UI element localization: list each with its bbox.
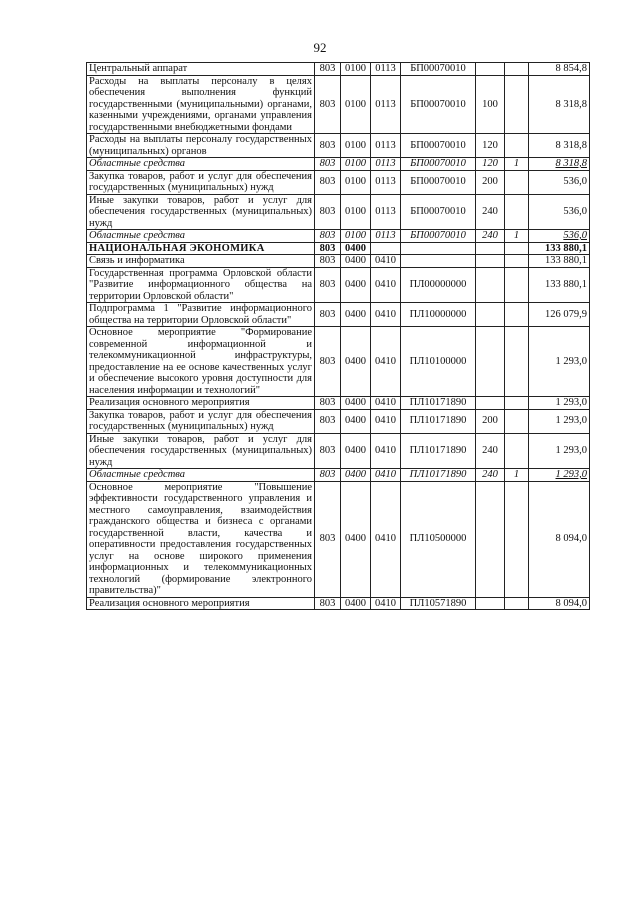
row-target-article: ПЛ10171890 <box>401 433 476 469</box>
row-funding-source <box>505 409 529 433</box>
row-expense-type: 120 <box>476 134 505 158</box>
row-expense-type: 240 <box>476 230 505 243</box>
row-section-code: 0400 <box>341 255 371 268</box>
row-subsection-code: 0410 <box>371 469 401 482</box>
row-funding-source <box>505 481 529 597</box>
row-funding-source <box>505 194 529 230</box>
row-expense-type <box>476 597 505 610</box>
table-row <box>87 242 590 255</box>
row-subsection-code: 0410 <box>371 397 401 410</box>
row-target-article: ПЛ00000000 <box>401 267 476 303</box>
row-section-code: 0400 <box>341 242 371 255</box>
row-funding-source <box>505 75 529 134</box>
row-section-code: 0400 <box>341 433 371 469</box>
row-grbs-code: 803 <box>315 469 341 482</box>
row-grbs-code: 803 <box>315 230 341 243</box>
row-grbs-code: 803 <box>315 409 341 433</box>
row-target-article: ПЛ10500000 <box>401 481 476 597</box>
row-amount: 8 094,0 <box>529 597 590 610</box>
row-target-article: БП00070010 <box>401 134 476 158</box>
row-amount: 1 293,0 <box>529 433 590 469</box>
row-description: Реализация основного мероприятия <box>87 597 315 610</box>
row-amount: 8 094,0 <box>529 481 590 597</box>
row-target-article <box>401 242 476 255</box>
row-description: Областные средства <box>87 158 315 171</box>
row-target-article: БП00070010 <box>401 194 476 230</box>
row-expense-type: 120 <box>476 158 505 171</box>
row-funding-source: 1 <box>505 469 529 482</box>
row-grbs-code: 803 <box>315 303 341 327</box>
row-expense-type <box>476 481 505 597</box>
table-row <box>87 481 590 597</box>
row-grbs-code: 803 <box>315 397 341 410</box>
row-target-article: ПЛ10000000 <box>401 303 476 327</box>
row-section-code: 0100 <box>341 194 371 230</box>
row-grbs-code: 803 <box>315 63 341 76</box>
row-grbs-code: 803 <box>315 170 341 194</box>
row-target-article: ПЛ10100000 <box>401 327 476 397</box>
row-description: Иные закупки товаров, работ и услуг для обеспечения государственных (муниципальных) нужд <box>87 194 315 230</box>
row-expense-type <box>476 242 505 255</box>
row-expense-type <box>476 327 505 397</box>
row-section-code: 0400 <box>341 267 371 303</box>
row-funding-source: 1 <box>505 230 529 243</box>
row-target-article: БП00070010 <box>401 170 476 194</box>
table-row <box>87 63 590 76</box>
row-grbs-code: 803 <box>315 433 341 469</box>
row-subsection-code: 0113 <box>371 170 401 194</box>
row-subsection-code: 0410 <box>371 409 401 433</box>
row-funding-source <box>505 267 529 303</box>
row-target-article <box>401 255 476 268</box>
row-expense-type <box>476 397 505 410</box>
row-funding-source <box>505 597 529 610</box>
table-row <box>87 469 590 482</box>
row-description: Областные средства <box>87 469 315 482</box>
table-row <box>87 409 590 433</box>
row-expense-type: 200 <box>476 170 505 194</box>
row-expense-type: 100 <box>476 75 505 134</box>
row-target-article: БП00070010 <box>401 63 476 76</box>
row-amount: 8 318,8 <box>529 158 590 171</box>
row-section-code: 0400 <box>341 597 371 610</box>
row-amount: 8 854,8 <box>529 63 590 76</box>
row-section-code: 0100 <box>341 158 371 171</box>
row-target-article: БП00070010 <box>401 75 476 134</box>
row-expense-type: 200 <box>476 409 505 433</box>
row-subsection-code: 0113 <box>371 134 401 158</box>
row-target-article: ПЛ10171890 <box>401 397 476 410</box>
row-funding-source <box>505 255 529 268</box>
row-description: Связь и информатика <box>87 255 315 268</box>
row-funding-source: 1 <box>505 158 529 171</box>
row-expense-type: 240 <box>476 469 505 482</box>
row-funding-source <box>505 397 529 410</box>
row-section-code: 0400 <box>341 327 371 397</box>
row-target-article: ПЛ10571890 <box>401 597 476 610</box>
row-amount: 133 880,1 <box>529 242 590 255</box>
row-expense-type <box>476 267 505 303</box>
row-grbs-code: 803 <box>315 597 341 610</box>
row-target-article: ПЛ10171890 <box>401 409 476 433</box>
row-subsection-code: 0113 <box>371 158 401 171</box>
row-grbs-code: 803 <box>315 267 341 303</box>
row-description: Основное мероприятие "Формирование современной информационной и телекоммуникационной инфраструктуры, предоставление на ее основе качественных услуг и обеспечение высокого уровня доступности для населения информации и технологий" <box>87 327 315 397</box>
row-amount: 133 880,1 <box>529 267 590 303</box>
row-funding-source <box>505 242 529 255</box>
table-row <box>87 303 590 327</box>
row-amount: 8 318,8 <box>529 75 590 134</box>
row-funding-source <box>505 433 529 469</box>
table-row <box>87 255 590 268</box>
row-expense-type: 240 <box>476 194 505 230</box>
row-grbs-code: 803 <box>315 327 341 397</box>
row-subsection-code: 0113 <box>371 63 401 76</box>
row-expense-type: 240 <box>476 433 505 469</box>
row-funding-source <box>505 134 529 158</box>
row-subsection-code: 0113 <box>371 75 401 134</box>
row-description: Расходы на выплаты персоналу в целях обеспечения выполнения функций государственными (муниципальными) органами, казенными учреждениями, органами управления государственными внебюджетными фондами <box>87 75 315 134</box>
row-description: Центральный аппарат <box>87 63 315 76</box>
row-expense-type <box>476 63 505 76</box>
row-description: Закупка товаров, работ и услуг для обеспечения государственных (муниципальных) нужд <box>87 409 315 433</box>
table-row <box>87 327 590 397</box>
row-section-code: 0400 <box>341 303 371 327</box>
row-grbs-code: 803 <box>315 75 341 134</box>
row-description: Реализация основного мероприятия <box>87 397 315 410</box>
row-subsection-code: 0410 <box>371 303 401 327</box>
row-expense-type <box>476 255 505 268</box>
table-row <box>87 267 590 303</box>
row-section-code: 0400 <box>341 409 371 433</box>
row-amount: 536,0 <box>529 170 590 194</box>
row-section-code: 0100 <box>341 170 371 194</box>
row-section-code: 0400 <box>341 397 371 410</box>
row-subsection-code: 0410 <box>371 267 401 303</box>
row-funding-source <box>505 303 529 327</box>
row-expense-type <box>476 303 505 327</box>
row-section-code: 0100 <box>341 134 371 158</box>
table-row <box>87 597 590 610</box>
row-amount: 1 293,0 <box>529 469 590 482</box>
row-grbs-code: 803 <box>315 481 341 597</box>
row-subsection-code: 0410 <box>371 255 401 268</box>
row-description: НАЦИОНАЛЬНАЯ ЭКОНОМИКА <box>87 242 315 255</box>
row-amount: 133 880,1 <box>529 255 590 268</box>
table-row <box>87 433 590 469</box>
row-subsection-code: 0410 <box>371 433 401 469</box>
row-funding-source <box>505 327 529 397</box>
row-grbs-code: 803 <box>315 255 341 268</box>
row-amount: 8 318,8 <box>529 134 590 158</box>
row-target-article: БП00070010 <box>401 158 476 171</box>
row-subsection-code: 0410 <box>371 597 401 610</box>
table-row <box>87 134 590 158</box>
row-description: Государственная программа Орловской области "Развитие информационного общества на территории Орловской области" <box>87 267 315 303</box>
row-description: Закупка товаров, работ и услуг для обеспечения государственных (муниципальных) нужд <box>87 170 315 194</box>
row-section-code: 0400 <box>341 469 371 482</box>
row-description: Подпрограмма 1 "Развитие информационного общества на территории Орловской области" <box>87 303 315 327</box>
row-subsection-code: 0113 <box>371 230 401 243</box>
page-number: 92 <box>313 40 327 55</box>
row-section-code: 0100 <box>341 75 371 134</box>
row-subsection-code: 0410 <box>371 481 401 597</box>
table-row <box>87 397 590 410</box>
row-section-code: 0100 <box>341 230 371 243</box>
row-description: Основное мероприятие "Повышение эффективности государственного управления и местного самоуправления, взаимодействия гражданского общества и бизнеса с органами государственной власти, качества и оперативности предоставления государственных услуг на основе широкого применения информационных и телекоммуникационных технологий (формирование электронного правительства)" <box>87 481 315 597</box>
table-row <box>87 75 590 134</box>
row-section-code: 0100 <box>341 63 371 76</box>
row-grbs-code: 803 <box>315 158 341 171</box>
row-subsection-code <box>371 242 401 255</box>
row-amount: 1 293,0 <box>529 327 590 397</box>
row-target-article: ПЛ10171890 <box>401 469 476 482</box>
row-amount: 536,0 <box>529 230 590 243</box>
table-row <box>87 194 590 230</box>
row-target-article: БП00070010 <box>401 230 476 243</box>
row-amount: 126 079,9 <box>529 303 590 327</box>
row-description: Областные средства <box>87 230 315 243</box>
row-description: Иные закупки товаров, работ и услуг для обеспечения государственных (муниципальных) нужд <box>87 433 315 469</box>
table-row <box>87 230 590 243</box>
row-section-code: 0400 <box>341 481 371 597</box>
row-subsection-code: 0410 <box>371 327 401 397</box>
row-amount: 536,0 <box>529 194 590 230</box>
row-amount: 1 293,0 <box>529 409 590 433</box>
row-funding-source <box>505 63 529 76</box>
row-description: Расходы на выплаты персоналу государственных (муниципальных) органов <box>87 134 315 158</box>
row-subsection-code: 0113 <box>371 194 401 230</box>
table-row <box>87 170 590 194</box>
row-grbs-code: 803 <box>315 242 341 255</box>
row-funding-source <box>505 170 529 194</box>
table-row <box>87 158 590 171</box>
row-grbs-code: 803 <box>315 134 341 158</box>
row-amount: 1 293,0 <box>529 397 590 410</box>
row-grbs-code: 803 <box>315 194 341 230</box>
budget-table <box>86 62 590 610</box>
